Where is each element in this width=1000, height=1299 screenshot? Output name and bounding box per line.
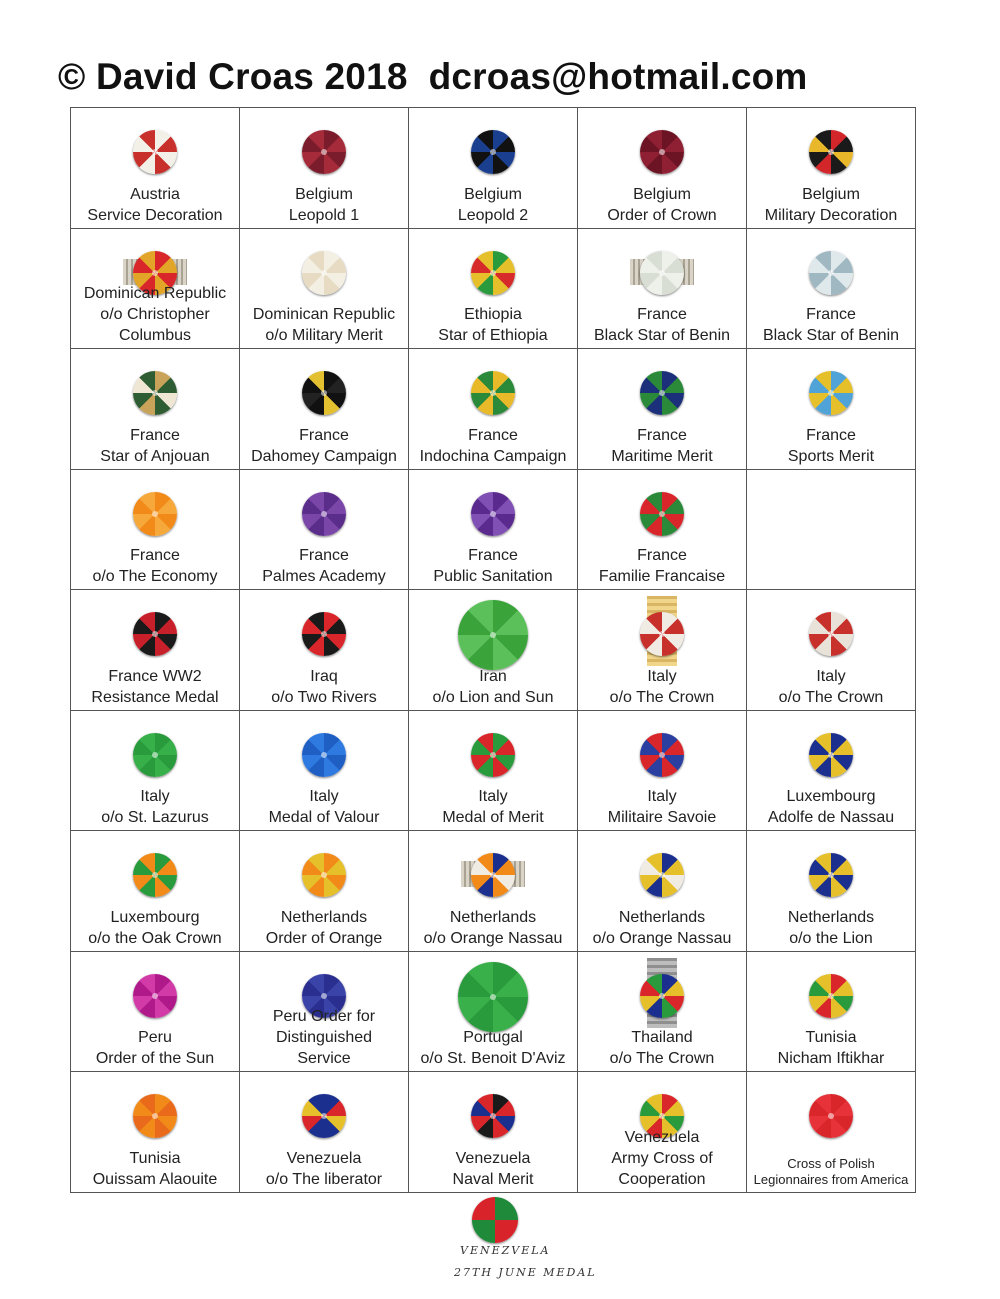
medal-cell: [578, 831, 747, 952]
medal-cell: [240, 590, 409, 711]
medal-label-line: Cross of Polish: [787, 1156, 875, 1171]
medal-label-line: Iran: [479, 667, 507, 685]
medal-label-line: o/o The Crown: [609, 1050, 715, 1068]
medal-cell: [409, 470, 578, 591]
medal-label-line: o/o The Crown: [609, 688, 715, 706]
medal-label-line: Black Star of Benin: [593, 327, 731, 345]
rosette: [302, 733, 346, 777]
medal-cell: [240, 108, 409, 229]
medal-label: [578, 1027, 746, 1069]
rosette: [471, 1094, 515, 1138]
rosette: [458, 962, 528, 1032]
medal-label: [578, 666, 746, 708]
medal-label: [578, 304, 746, 346]
medal-cell: [578, 952, 747, 1073]
medal-cell: [71, 711, 240, 832]
medal-label: [747, 1027, 915, 1069]
medal-label-line: Netherlands: [449, 908, 537, 926]
medal-cell: [747, 590, 916, 711]
medal-label-line: o/o the Oak Crown: [88, 929, 222, 947]
medal-cell: [71, 349, 240, 470]
medal-label-line: Netherlands: [787, 908, 875, 926]
medal-label-line: Italy: [309, 788, 339, 806]
medal-label: [578, 425, 746, 467]
medal-label: [71, 786, 239, 828]
medal-label: [578, 184, 746, 226]
medal-label-line: Belgium: [802, 185, 860, 203]
rosette: [471, 251, 515, 295]
medal-cell: [747, 952, 916, 1073]
medal-label-line: Belgium: [633, 185, 691, 203]
medal-cell: [578, 590, 747, 711]
medal-label-line: Thailand: [631, 1029, 693, 1047]
medal-label-line: Luxembourg: [786, 788, 876, 806]
medal-label: [747, 1156, 915, 1188]
medal-grid: [70, 107, 916, 1193]
medal-cell: [240, 1072, 409, 1193]
medal-label-line: Dahomey Campaign: [251, 447, 397, 465]
medal-label-line: Maritime Merit: [611, 447, 713, 465]
medal-label-line: France: [806, 426, 856, 444]
rosette: [809, 612, 853, 656]
medal-cell: [747, 711, 916, 832]
medal-label: [71, 666, 239, 708]
medal-label-line: France: [637, 426, 687, 444]
medal-cell: [71, 831, 240, 952]
rosette: [471, 371, 515, 415]
medal-label-line: Venezuela: [624, 1129, 700, 1146]
medal-label-line: France: [299, 426, 349, 444]
medal-label: [747, 907, 915, 949]
rosette: [640, 733, 684, 777]
medal-label-line: o/o Orange Nassau: [423, 929, 563, 947]
medal-label-line: Belgium: [464, 185, 522, 203]
medal-cell: [240, 952, 409, 1073]
medal-label: [71, 1027, 239, 1069]
medal-cell: [747, 831, 916, 952]
medal-label: [409, 1148, 577, 1190]
medal-label: [240, 1148, 408, 1190]
rosette: [133, 1094, 177, 1138]
medal-label: [240, 425, 408, 467]
medal-label: [240, 666, 408, 708]
medal-label: [747, 425, 915, 467]
medal-label-line: Medal of Valour: [268, 809, 380, 827]
rosette: [809, 974, 853, 1018]
medal-label-line: Army Cross of: [611, 1150, 713, 1167]
medal-label-line: o/o Christopher: [100, 306, 210, 324]
rosette: [302, 130, 346, 174]
medal-label-line: Service Decoration: [87, 206, 223, 224]
rosette: [809, 853, 853, 897]
medal-label-line: Militaire Savoie: [607, 809, 717, 827]
rosette: [133, 853, 177, 897]
medal-label-line: France: [806, 306, 856, 324]
medal-label: [71, 545, 239, 587]
medal-label-line: France: [130, 547, 180, 565]
medal-cell: [71, 229, 240, 350]
medal-label-line: Star of Anjouan: [100, 447, 210, 465]
rosette-venezuela-27th-june: [472, 1197, 518, 1243]
medal-label: [240, 304, 408, 346]
medal-label: [409, 425, 577, 467]
medal-label-line: o/o the Lion: [789, 929, 873, 947]
medal-cell: [578, 1072, 747, 1193]
medal-label-line: o/o The liberator: [265, 1171, 383, 1188]
rosette: [471, 130, 515, 174]
medal-label-line: Dominican Republic: [252, 306, 396, 324]
medal-label-line: o/o Military Merit: [265, 327, 383, 345]
medal-label-line: Medal of Merit: [442, 809, 544, 827]
medal-label-line: o/o Lion and Sun: [432, 688, 554, 706]
medal-label: [240, 184, 408, 226]
medal-cell: [578, 711, 747, 832]
medal-label: [409, 666, 577, 708]
medal-label: [409, 184, 577, 226]
medal-label-line: Military Decoration: [764, 206, 898, 224]
medal-label-line: Palmes Academy: [262, 568, 386, 586]
medal-label-line: Naval Merit: [452, 1171, 534, 1188]
medal-label-line: Netherlands: [280, 908, 368, 926]
medal-cell: [409, 952, 578, 1073]
medal-label: [409, 1027, 577, 1069]
page-title: © David Croas 2018 dcroas@hotmail.com: [58, 56, 808, 97]
medal-label-line: France: [637, 306, 687, 324]
rosette: [640, 130, 684, 174]
medal-cell: [409, 711, 578, 832]
medal-label: [71, 1148, 239, 1190]
rosette: [133, 130, 177, 174]
medal-label: [71, 907, 239, 949]
rosette: [302, 1094, 346, 1138]
rosette: [640, 371, 684, 415]
medal-cell: [240, 831, 409, 952]
rosette: [471, 492, 515, 536]
medal-label-line: Venezuela: [455, 1150, 531, 1167]
medal-label-line: Portugal: [463, 1029, 523, 1047]
rosette: [809, 251, 853, 295]
medal-cell: [578, 349, 747, 470]
medal-label: [71, 184, 239, 226]
medal-label-line: Italy: [647, 788, 677, 806]
rosette: [809, 130, 853, 174]
medal-label-line: Public Sanitation: [433, 568, 553, 586]
medal-label-line: Ouissam Alaouite: [92, 1171, 218, 1188]
medal-label-line: Nicham Iftikhar: [777, 1050, 885, 1068]
medal-label-line: Cooperation: [618, 1171, 706, 1188]
medal-label-line: Service: [297, 1050, 351, 1068]
medal-label: [409, 907, 577, 949]
medal-label-line: Tunisia: [129, 1150, 181, 1167]
rosette: [302, 251, 346, 295]
medal-label-line: Italy: [816, 667, 846, 685]
handwritten-note: VENEZVELA: [460, 1244, 551, 1257]
medal-label-line: France: [468, 547, 518, 565]
rosette: [640, 853, 684, 897]
rosette: [133, 371, 177, 415]
medal-label-line: o/o St. Benoit D'Aviz: [420, 1050, 566, 1068]
medal-label-line: Adolfe de Nassau: [767, 809, 895, 827]
medal-label-line: Italy: [647, 667, 677, 685]
rosette: [809, 1094, 853, 1138]
medal-label: [240, 907, 408, 949]
rosette: [133, 612, 177, 656]
medal-label-line: Legionnaires from America: [753, 1172, 909, 1187]
medal-label-line: o/o The Economy: [92, 568, 218, 586]
medal-cell: [71, 1072, 240, 1193]
medal-cell: [409, 1072, 578, 1193]
medal-label-line: France: [637, 547, 687, 565]
medal-label-line: Ethiopia: [464, 306, 522, 324]
medal-label: [747, 184, 915, 226]
medal-label: [240, 1006, 408, 1069]
rosette: [302, 492, 346, 536]
medal-label: [409, 786, 577, 828]
rosette: [302, 853, 346, 897]
medal-label-line: Distinguished: [275, 1029, 373, 1047]
medal-cell: [240, 711, 409, 832]
medal-label-line: o/o The Crown: [778, 688, 884, 706]
medal-label-line: Austria: [130, 185, 180, 203]
medal-cell: [409, 229, 578, 350]
medal-cell: [747, 229, 916, 350]
medal-cell: [71, 108, 240, 229]
rosette: [471, 853, 515, 897]
medal-label-line: Netherlands: [618, 908, 706, 926]
medal-label-line: Luxembourg: [110, 908, 200, 926]
medal-label-line: Resistance Medal: [91, 688, 219, 706]
rosette: [640, 251, 684, 295]
medal-label-line: France: [468, 426, 518, 444]
medal-label-line: Order of the Sun: [95, 1050, 215, 1068]
medal-label-line: Order of Orange: [265, 929, 383, 947]
medal-label-line: Dominican Republic: [83, 285, 227, 303]
medal-label: [578, 786, 746, 828]
medal-cell: [578, 470, 747, 591]
medal-label-line: Italy: [140, 788, 170, 806]
medal-label-line: Indochina Campaign: [419, 447, 567, 465]
rosette: [133, 492, 177, 536]
rosette: [809, 371, 853, 415]
medal-cell: [409, 349, 578, 470]
rosette: [133, 733, 177, 777]
medal-label-line: Leopold 2: [457, 206, 529, 224]
rosette: [302, 612, 346, 656]
medal-label: [409, 545, 577, 587]
medal-cell: [578, 108, 747, 229]
medal-label-line: Belgium: [295, 185, 353, 203]
medal-label-line: Star of Ethiopia: [438, 327, 548, 345]
medal-label-line: Columbus: [118, 327, 192, 345]
medal-cell: [71, 952, 240, 1073]
medal-label-line: Italy: [478, 788, 508, 806]
medal-label-line: Tunisia: [805, 1029, 857, 1047]
rosette: [471, 733, 515, 777]
rosette: [133, 974, 177, 1018]
empty-cell: [747, 470, 916, 591]
medal-label-line: Order of Crown: [607, 206, 717, 224]
medal-label: [578, 545, 746, 587]
medal-cell: [409, 590, 578, 711]
medal-label-line: France WW2: [108, 667, 202, 685]
medal-label-line: Leopold 1: [288, 206, 360, 224]
rosette: [640, 974, 684, 1018]
medal-label-line: Familie Francaise: [598, 568, 726, 586]
medal-cell: [240, 349, 409, 470]
medal-label-line: o/o Two Rivers: [271, 688, 377, 706]
medal-label-line: France: [130, 426, 180, 444]
medal-label: [578, 1127, 746, 1190]
medal-label: [747, 786, 915, 828]
medal-label-line: Iraq: [310, 667, 338, 685]
medal-label-line: Peru: [138, 1029, 172, 1047]
medal-cell: [747, 1072, 916, 1193]
medal-cell: [409, 831, 578, 952]
handwritten-note: 27TH JUNE MEDAL: [454, 1266, 597, 1279]
medal-label: [240, 545, 408, 587]
rosette: [809, 733, 853, 777]
medal-cell: [409, 108, 578, 229]
rosette: [640, 492, 684, 536]
medal-label: [240, 786, 408, 828]
medal-label-line: France: [299, 547, 349, 565]
medal-label-line: o/o Orange Nassau: [592, 929, 732, 947]
medal-cell: [578, 229, 747, 350]
medal-label: [747, 666, 915, 708]
medal-cell: [240, 470, 409, 591]
medal-label-line: Sports Merit: [787, 447, 875, 465]
medal-label: [578, 907, 746, 949]
medal-cell: [747, 349, 916, 470]
medal-label: [71, 425, 239, 467]
medal-label: [409, 304, 577, 346]
rosette: [640, 612, 684, 656]
medal-label-line: Peru Order for: [272, 1008, 376, 1026]
medal-label-line: o/o St. Lazurus: [101, 809, 209, 827]
medal-label-line: Venezuela: [286, 1150, 362, 1167]
medal-label: [71, 283, 239, 346]
rosette: [302, 371, 346, 415]
medal-label: [747, 304, 915, 346]
medal-cell: [240, 229, 409, 350]
rosette: [458, 600, 528, 670]
medal-cell: [71, 470, 240, 591]
medal-cell: [747, 108, 916, 229]
medal-cell: [71, 590, 240, 711]
medal-label-line: Black Star of Benin: [762, 327, 900, 345]
